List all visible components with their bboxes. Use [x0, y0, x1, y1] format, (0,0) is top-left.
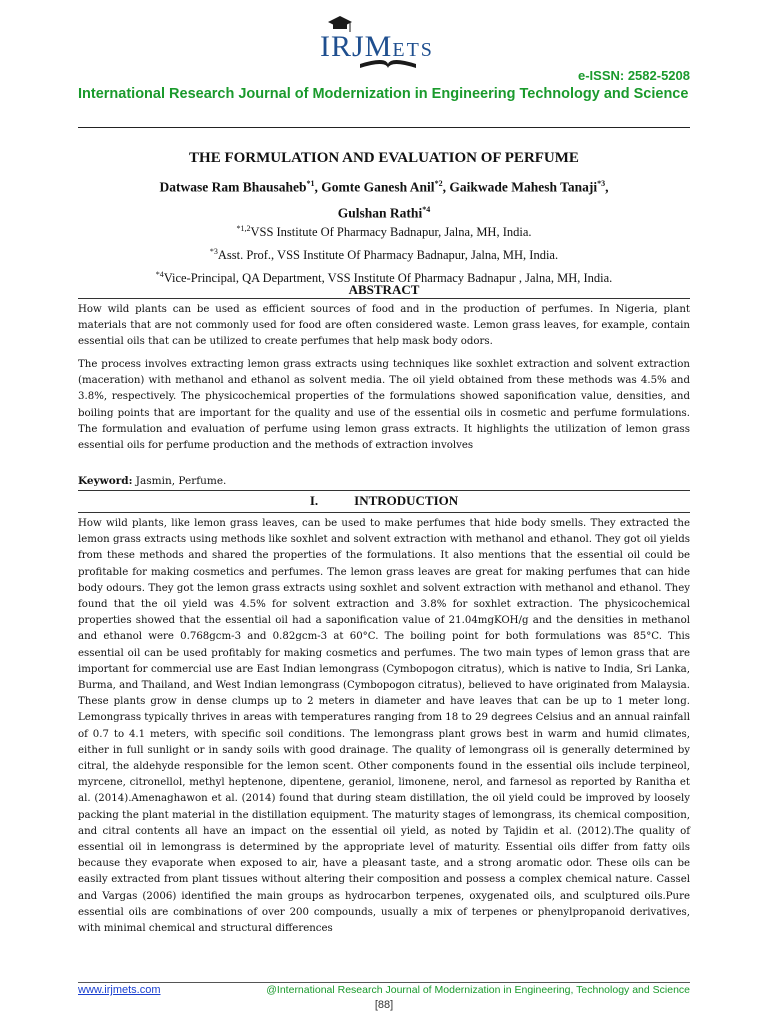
eissn-label: e-ISSN: 2582-5208	[577, 68, 690, 83]
footer-copyright: @International Research Journal of Modernization in Engineering, Technology and Science	[266, 984, 690, 996]
header-divider	[78, 127, 690, 128]
author-name: Gaikwade Mahesh Tanaji	[449, 179, 598, 195]
keywords-line	[78, 473, 690, 489]
intro-top-divider	[78, 490, 690, 491]
keyword-label: Keyword:	[78, 475, 133, 487]
journal-logo	[300, 12, 470, 82]
author-name: Datwase Ram Bhausaheb	[159, 179, 307, 195]
section-title: INTRODUCTION	[354, 493, 459, 508]
affiliation-list	[78, 219, 690, 288]
logo-wordmark: IRJMETS	[320, 30, 434, 63]
abstract-divider	[78, 298, 690, 299]
intro-bottom-divider	[78, 512, 690, 513]
abstract-paragraph: How wild plants can be used as efficient sources of food and in the production of perfumes. In Nigeria, plant materials that are not commonly used for food are often considered waste. Lemon grass leaves, for example, contain essential oils that can be utilized to create perfumes that help mask body odors.	[78, 304, 690, 348]
abstract-paragraph: The process involves extracting lemon grass extracts using techniques like soxhlet extraction and solvent extraction (maceration) with methanol and ethanol as solvent media. The oil yield obtained from these methods was 4.5% and 3.8%, respectively. The physicochemical properties of the formulations showed saponification value, densities, and boiling points that are important for the quality and use of the essential oils in cosmetic and perfume formulations. The formulation and evaluation of perfume using lemon grass extracts. It highlights the utilization of lemon grass essential oils for perfume production and the methods of extraction involves	[78, 359, 690, 452]
abstract-heading: ABSTRACT	[348, 282, 420, 297]
keyword-values: Jasmin, Perfume.	[132, 475, 227, 487]
paper-title: THE FORMULATION AND EVALUATION OF PERFUME	[189, 150, 579, 166]
author-list: Datwase Ram Bhausaheb$^{*1}$, Gomte Ganesh Anil$^{*2}$, Gaikwade Mahesh Tanaji$^{*3}$, Gulshan Rathi$^{*4}$	[159, 179, 609, 220]
introduction-heading	[78, 493, 690, 509]
section-number: I.	[309, 493, 319, 508]
affiliation: $^{*1,2}$VSS Institute Of Pharmacy Badnapur, Jalna, MH, India.	[236, 224, 532, 240]
affiliation: $^{*4}$Vice-Principal, QA Department, VSS Institute Of Pharmacy Badnapur , Jalna, MH, India.	[155, 270, 613, 286]
author-name: Gulshan Rathi	[337, 205, 423, 220]
affiliation: $^{*3}$Asst. Prof., VSS Institute Of Pharmacy Badnapur, Jalna, MH, India.	[209, 247, 559, 263]
author-name: Gomte Ganesh Anil	[321, 179, 435, 195]
journal-name: International Research Journal of Modernization in Engineering Technology and Science	[78, 86, 689, 102]
website-link[interactable]: www.irjmets.com	[78, 984, 161, 996]
page-number: [88]	[374, 999, 394, 1011]
footer-divider	[78, 982, 690, 983]
introduction-body: How wild plants, like lemon grass leaves, can be used to make perfumes that hide body smells. They extracted the lemon grass extracts using methods like soxhlet and solvent extraction with methanol and ethanol. They got oil yields from these methods and shared the properties of the formulations. It also mentions that the essential oil could be profitable for making cosmetics and perfumes. The lemon grass leaves are great for making perfumes that can hide body odours. They got the lemon grass extracts using soxhlet and solvent extraction with methanol and ethanol. They found that the oil yield was 4.5% for solvent extraction and 3.8% for soxhlet extraction. The physicochemical properties showed that the essential oil had a saponification value of 21.04mgKOH/g and the densities in methanol and ethanol were 0.768gcm-3 and 0.82gcm-3 at 60°C. The boiling point for both formulations was 85°C. This essential oil can be used profitably for making cosmetics and perfumes. The two main types of lemon grass that are important for commercial use are East Indian lemongrass (Cymbopogon citratus), which is native to India, Sri Lanka, Burma, and Thailand, and West Indian lemongrass (Cymbopogon citratus), believed to have originated from Malaysia. These plants grow in dense clumps up to 2 meters in diameter and have leaves that can be up to 1 meter long. Lemongrass typically thrives in areas with temperatures ranging from 18 to 29 degrees Celsius and an annual rainfall of 0.7 to 4.1 meters, with specific soil conditions. The lemongrass plant grows best in warm and humid climates, either in full sunlight or in sandy soils with good drainage. The quality of lemongrass oil is generally determined by citral, the aldehyde responsible for the lemon scent. Other components found in the essential oils include terpineol, myrcene, citronellol, methyl heptenone, dipentene, geraniol, limonene, nerol, and farnesol as reported by Ranitha et al. (2014).Amenaghawon et al. (2014) found that during steam distillation, the oil yield could be improved by loosely packing the plant material in the distillation equipment. The maturity stages of lemongrass, its chemical composition, and citral contents all have an impact on the essential oil yield, as noted by Tajidin et al. (2012).The quality of essential oil in lemongrass is determined by the appropriate level of maturity. Essential oils differ from fatty oils because they evaporate when exposed to air, have a pleasant taste, and a strong aromatic odor. These oils can be easily extracted from plant tissues without altering their composition and possess a complex chemical nature. Cassel and Vargas (2006) identified the main groups as hydrocarbon terpenes, oxygenated oils, and sculptured oils.Pure essential oils are combinations of over 200 compounds, usually a mix of terpenes or phenylpropanoid derivatives, with minimal chemical and structural differences	[78, 518, 690, 935]
